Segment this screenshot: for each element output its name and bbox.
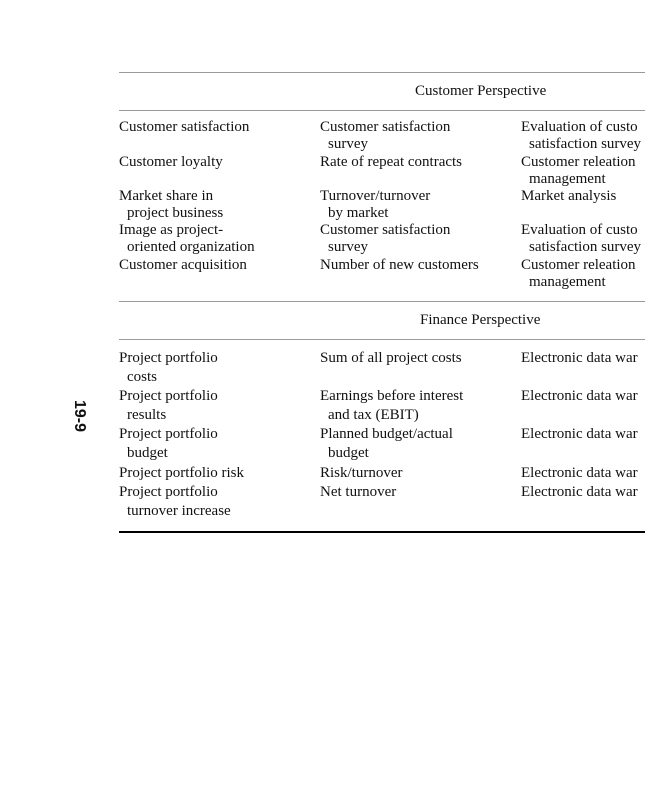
cell-line: budget — [127, 445, 168, 461]
source-cell — [521, 350, 645, 369]
measure-cell — [320, 465, 520, 484]
cell-line: Market share in — [119, 188, 214, 204]
cell-line: Turnover/turnover — [320, 188, 431, 204]
metric-cell — [119, 350, 319, 388]
cell-line: budget — [328, 445, 369, 461]
measure-cell — [320, 188, 520, 222]
source-cell — [521, 188, 645, 205]
cell-line: Image as project- — [119, 222, 224, 238]
metric-cell — [119, 119, 319, 136]
cell-line: Market analysis — [521, 188, 617, 204]
source-cell — [521, 465, 645, 484]
cell-line: Customer releation — [521, 257, 636, 273]
cell-line: Electronic data war — [521, 388, 638, 404]
source-cell — [521, 222, 645, 256]
cell-line: management — [529, 274, 606, 290]
cell-line: Rate of repeat contracts — [320, 154, 463, 170]
customer-rows — [119, 111, 645, 301]
table-row — [119, 188, 645, 224]
metric-cell — [119, 222, 319, 256]
page-number: 19-9 — [71, 399, 89, 433]
metric-cell — [119, 388, 319, 426]
table-row — [119, 222, 645, 258]
source-cell — [521, 388, 645, 407]
table-row — [119, 388, 645, 424]
cell-line: Customer satisfaction — [320, 119, 451, 135]
metric-cell — [119, 465, 319, 484]
cell-line: turnover increase — [127, 503, 231, 519]
cell-line: Electronic data war — [521, 426, 638, 442]
cell-line: by market — [328, 205, 389, 221]
table-row — [119, 426, 645, 462]
cell-line: Electronic data war — [521, 350, 638, 366]
cell-line: costs — [127, 369, 157, 385]
cell-line: Number of new customers — [320, 257, 479, 273]
cell-line: Earnings before interest — [320, 388, 464, 404]
cell-line: Sum of all project costs — [320, 350, 462, 366]
measure-cell — [320, 222, 520, 256]
cell-line: results — [127, 407, 167, 423]
measure-cell — [320, 484, 520, 503]
table-row — [119, 154, 645, 190]
cell-line: Planned budget/actual — [320, 426, 453, 442]
source-cell — [521, 154, 645, 188]
cell-line: Customer satisfaction — [320, 222, 451, 238]
cell-line: Evaluation of custo — [521, 119, 638, 135]
section-title: Finance Perspective — [420, 312, 541, 328]
finance-rows — [119, 340, 645, 531]
cell-line: satisfaction survey — [529, 239, 642, 255]
measure-cell — [320, 154, 520, 171]
cell-line: Project portfolio — [119, 484, 218, 500]
metric-cell — [119, 154, 319, 171]
cell-line: project business — [127, 205, 224, 221]
cell-line: Net turnover — [320, 484, 397, 500]
cell-line: Project portfolio — [119, 350, 218, 366]
measure-cell — [320, 388, 520, 426]
cell-line: Electronic data war — [521, 484, 638, 500]
section-header-finance — [119, 302, 645, 339]
cell-line: Customer releation — [521, 154, 636, 170]
metric-cell — [119, 426, 319, 464]
cell-line: management — [529, 171, 606, 187]
table-row — [119, 119, 645, 155]
measure-cell — [320, 350, 520, 369]
source-cell — [521, 257, 645, 291]
cell-line: Project portfolio risk — [119, 465, 244, 481]
metric-cell — [119, 188, 319, 222]
cell-line: oriented organization — [127, 239, 255, 255]
section-title: Customer Perspective — [415, 83, 547, 99]
metric-cell — [119, 257, 319, 274]
measure-cell — [320, 119, 520, 153]
cell-line: Risk/turnover — [320, 465, 403, 481]
section-header-customer — [119, 73, 645, 110]
cell-line: and tax (EBIT) — [328, 407, 419, 423]
cell-line: Evaluation of custo — [521, 222, 638, 238]
table-row — [119, 484, 645, 520]
bottom-rule — [119, 531, 645, 533]
cell-line: Electronic data war — [521, 465, 638, 481]
kpi-table — [119, 72, 645, 542]
measure-cell — [320, 257, 520, 274]
metric-cell — [119, 484, 319, 522]
cell-line: Project portfolio — [119, 388, 218, 404]
measure-cell — [320, 426, 520, 464]
cell-line: Customer loyalty — [119, 154, 223, 170]
cell-line: satisfaction survey — [529, 136, 642, 152]
source-cell — [521, 426, 645, 445]
cell-line: Customer satisfaction — [119, 119, 250, 135]
table-row — [119, 257, 645, 293]
cell-line: survey — [328, 239, 368, 255]
cell-line: survey — [328, 136, 368, 152]
cell-line: Project portfolio — [119, 426, 218, 442]
table-row — [119, 350, 645, 386]
cell-line: Customer acquisition — [119, 257, 247, 273]
source-cell — [521, 484, 645, 503]
source-cell — [521, 119, 645, 153]
